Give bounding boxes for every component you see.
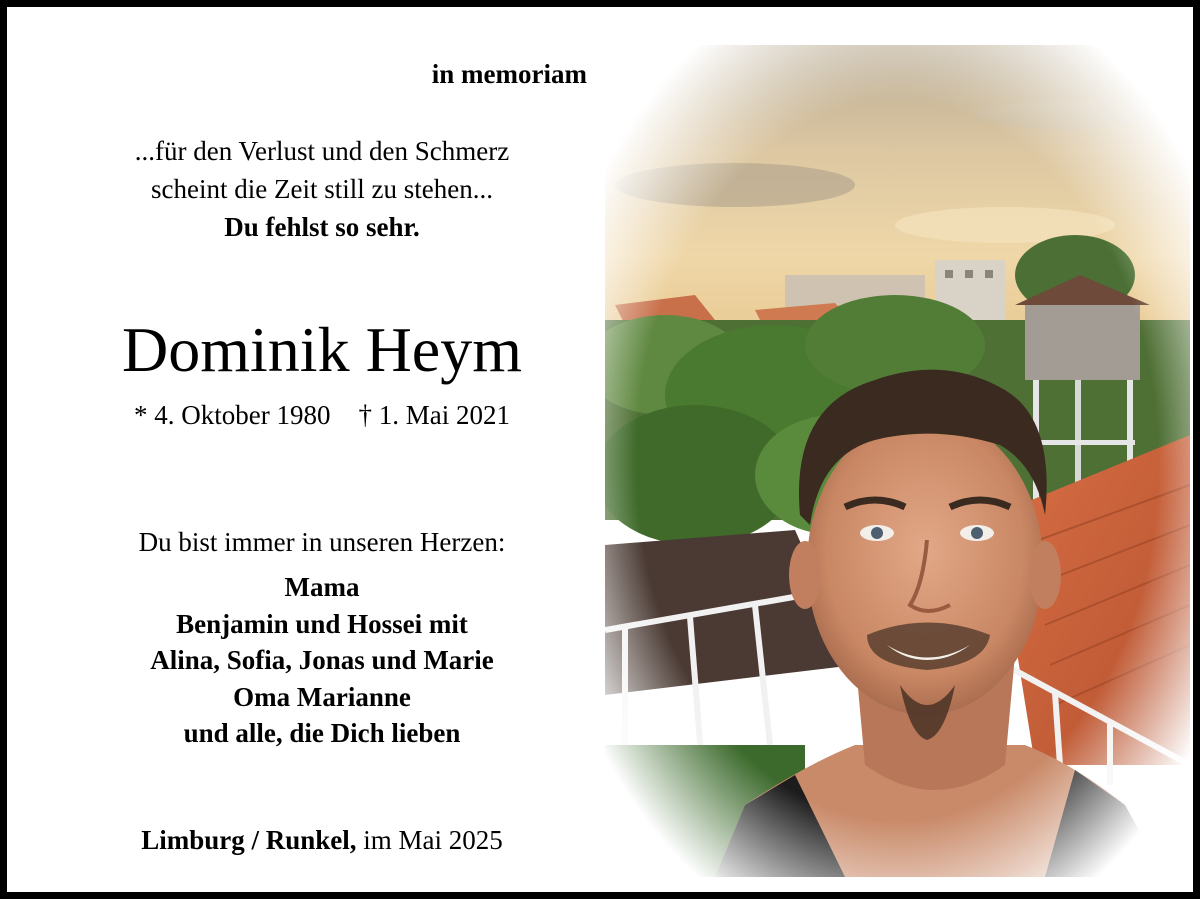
poem (67, 132, 577, 246)
life-dates (67, 397, 577, 433)
death-date: † 1. Mai 2021 (358, 400, 510, 430)
mourner-line: Mama (284, 572, 360, 602)
mourner-line: und alle, die Dich lieben (183, 718, 461, 748)
mourner-line: Benjamin und Hossei mit (176, 608, 468, 639)
mourner-line: Oma Marianne (233, 681, 411, 712)
birth-date: * 4. Oktober 1980 (134, 400, 331, 430)
poem-line-1: ...für den Verlust und den Schmerz (134, 136, 510, 166)
mourners-list (67, 569, 577, 752)
place-date (67, 822, 577, 858)
portrait-photo (605, 45, 1190, 877)
mourner-line: Alina, Sofia, Jonas und Marie (150, 645, 494, 675)
place-date-text: im Mai 2025 (363, 825, 503, 855)
heading: in memoriam (431, 59, 587, 89)
deceased-name: Dominik Heym (122, 314, 522, 385)
poem-line-3: Du fehlst so sehr. (224, 212, 420, 242)
portrait-illustration (605, 45, 1190, 877)
mourners-intro: Du bist immer in unseren Herzen: (138, 527, 506, 557)
poem-line-2: scheint die Zeit still zu stehen... (151, 174, 493, 204)
place-location: Limburg / Runkel, (141, 825, 357, 855)
